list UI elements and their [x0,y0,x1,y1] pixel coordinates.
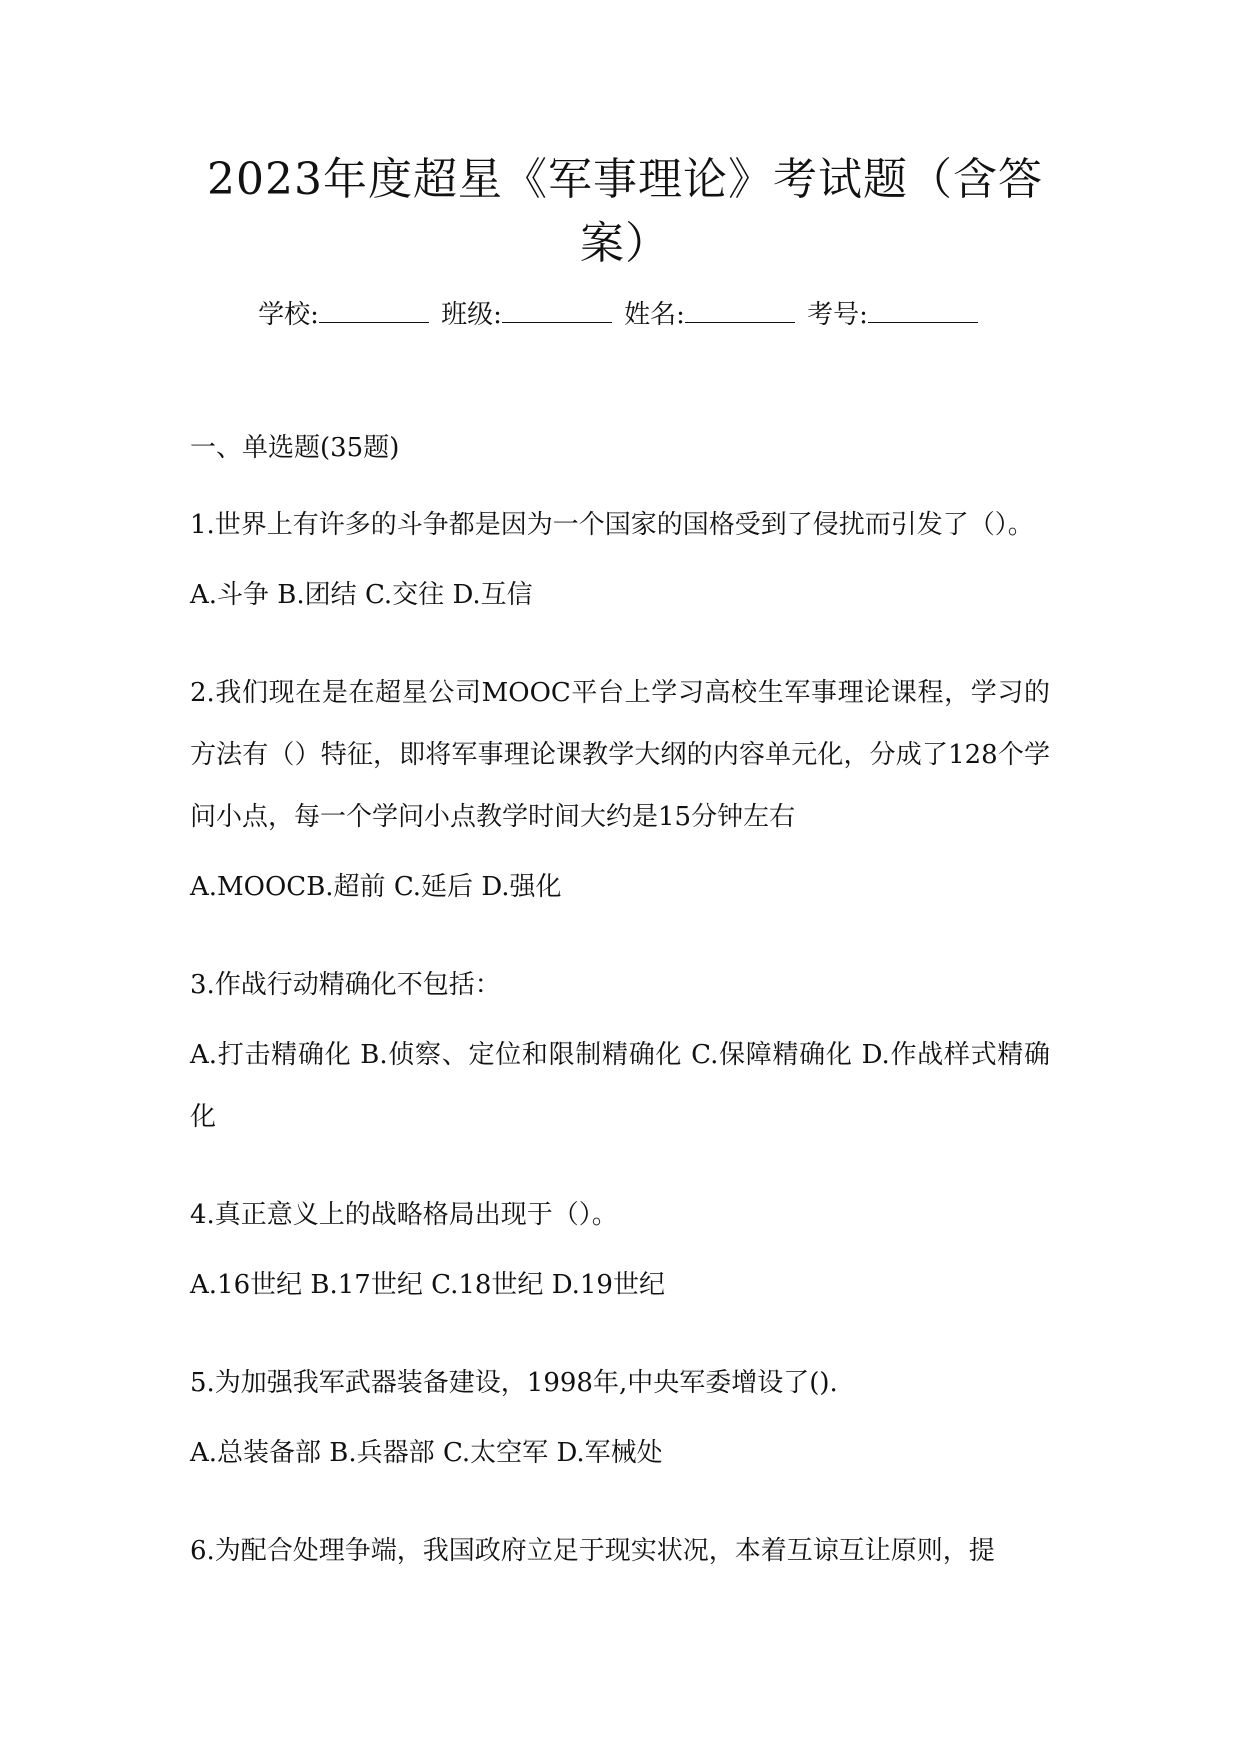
question-stem: 1.世界上有许多的斗争都是因为一个国家的国格受到了侵扰而引发了（）。 [190,510,1034,540]
name-blank[interactable] [685,292,795,323]
school-label: 学校: [258,300,319,330]
question-stem: 5.为加强我军武器装备建设，1998年,中央军委增设了(). [190,1368,838,1398]
questions-area [190,428,1050,1582]
question-options: A.斗争 B.团结 C.交往 D.互信 [190,580,533,610]
exam-number-blank[interactable] [868,292,978,323]
question-stem: 3.作战行动精确化不包括： [190,970,501,1000]
section-heading: 一、单选题(35题) [190,433,400,463]
class-label: 班级: [441,300,502,330]
question-stem-partial: 6.为配合处理争端，我国政府立足于现实状况，本着互谅互让原则，提 [190,1536,995,1566]
name-label: 姓名: [624,300,685,330]
student-info-line [0,292,1240,335]
question-options: A.打击精确化 B.侦察、定位和限制精确化 C.保障精确化 D.作战样式精确化 [190,1040,1050,1132]
question-stem: 2.我们现在是在超星公司MOOC平台上学习高校生军事理论课程，学习的方法有（）特征，即将军事理论课教学大纲的内容单元化，分成了128个学问小点，每一个学问小点教学时间大约是15分钟左右 [190,678,1050,832]
school-blank[interactable] [319,292,429,323]
question-options: A.总装备部 B.兵器部 C.太空军 D.军械处 [190,1438,663,1468]
class-blank[interactable] [502,292,612,323]
exam-number-label: 考号: [807,300,868,330]
document-title: 2023年度超星《军事理论》考试题（含答案） [207,154,1043,269]
question-stem: 4.真正意义上的战略格局出现于（）。 [190,1200,618,1230]
question-options: A.16世纪 B.17世纪 C.18世纪 D.19世纪 [190,1270,665,1300]
question-options: A.MOOCB.超前 C.延后 D.强化 [190,872,562,902]
